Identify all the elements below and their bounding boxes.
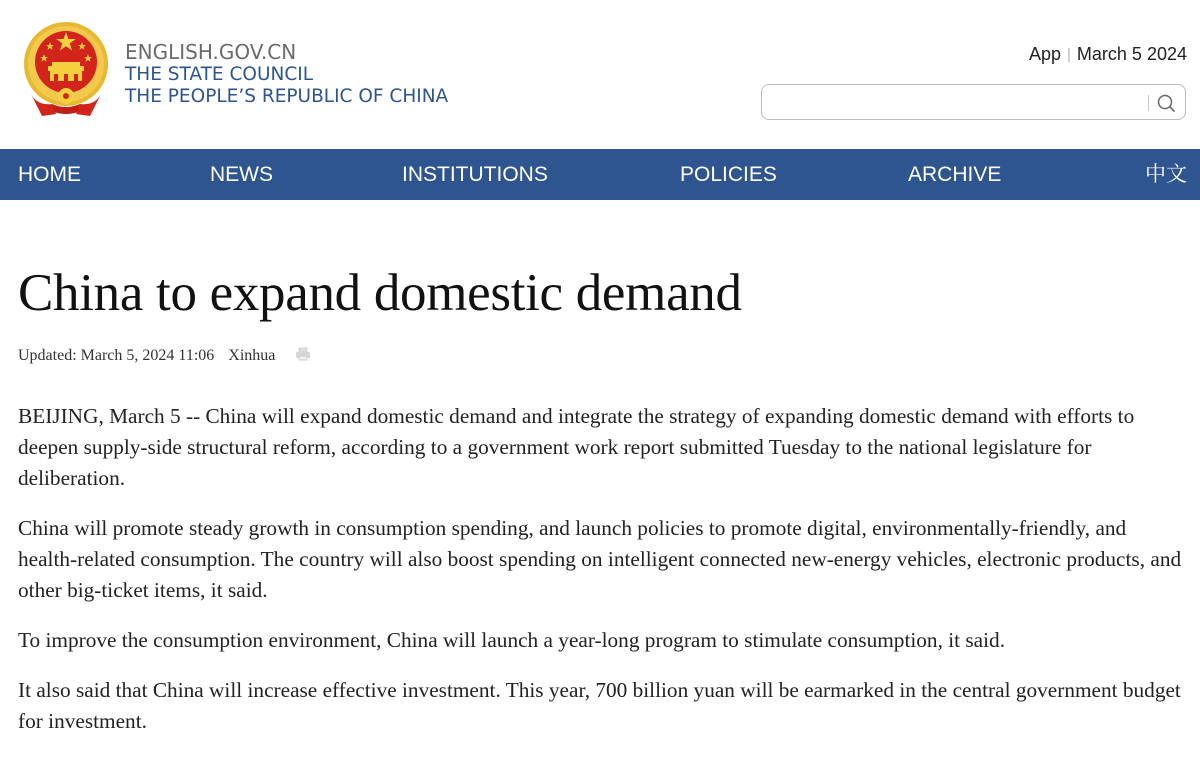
site-header xyxy=(0,0,1200,149)
article-paragraph: China will promote steady growth in consumption spending, and launch policies to promote digital, environmentally-friendly, and health-related consumption. The country will also boost spending on intelligent connected new-energy vehicles, electronic products, and other big-ticket items, it said. xyxy=(18,516,1182,602)
updated-timestamp: Updated: March 5, 2024 11:06 xyxy=(18,347,215,365)
article-paragraph: To improve the consumption environment, China will launch a year-long program to stimulate consumption, it said. xyxy=(18,628,1006,652)
nav-archive[interactable]: ARCHIVE xyxy=(908,163,1002,186)
nav-chinese-language[interactable]: 中文 xyxy=(1145,163,1187,186)
search-icon[interactable] xyxy=(1155,92,1177,114)
article-body xyxy=(18,401,1188,737)
utility-divider: | xyxy=(1067,46,1071,63)
site-domain: ENGLISH.GOV.CN xyxy=(125,40,297,64)
nav-news[interactable]: NEWS xyxy=(210,163,273,186)
print-icon[interactable] xyxy=(295,347,311,361)
main-navigation xyxy=(0,149,1200,200)
top-utility-bar xyxy=(1029,44,1187,65)
national-emblem-icon[interactable] xyxy=(22,18,110,120)
nav-home[interactable]: HOME xyxy=(18,163,81,186)
current-date: March 5 2024 xyxy=(1076,44,1187,64)
site-identity[interactable] xyxy=(125,40,448,108)
article-meta xyxy=(18,344,1188,368)
app-link[interactable]: App xyxy=(1028,44,1062,64)
article-title: China to expand domestic demand xyxy=(18,264,742,322)
nav-institutions[interactable]: INSTITUTIONS xyxy=(402,163,548,186)
article-source: Xinhua xyxy=(228,347,276,365)
nav-policies[interactable]: POLICIES xyxy=(680,163,777,186)
article xyxy=(18,200,1188,737)
state-council-title: THE STATE COUNCIL xyxy=(125,64,314,85)
article-paragraph: It also said that China will increase effective investment. This year, 700 billion yuan will be earmarked in the central government budget for investment. xyxy=(18,678,1181,733)
search-input[interactable] xyxy=(772,91,1136,115)
article-paragraph: BEIJING, March 5 -- China will expand domestic demand and integrate the strategy of expanding domestic demand with efforts to deepen supply-side structural reform, according to a government work report submitted Tuesday to the national legislature for deliberation. xyxy=(18,404,1135,490)
country-title: THE PEOPLE’S REPUBLIC OF CHINA xyxy=(125,86,449,107)
search-divider xyxy=(1148,95,1149,111)
search-box xyxy=(761,84,1186,120)
